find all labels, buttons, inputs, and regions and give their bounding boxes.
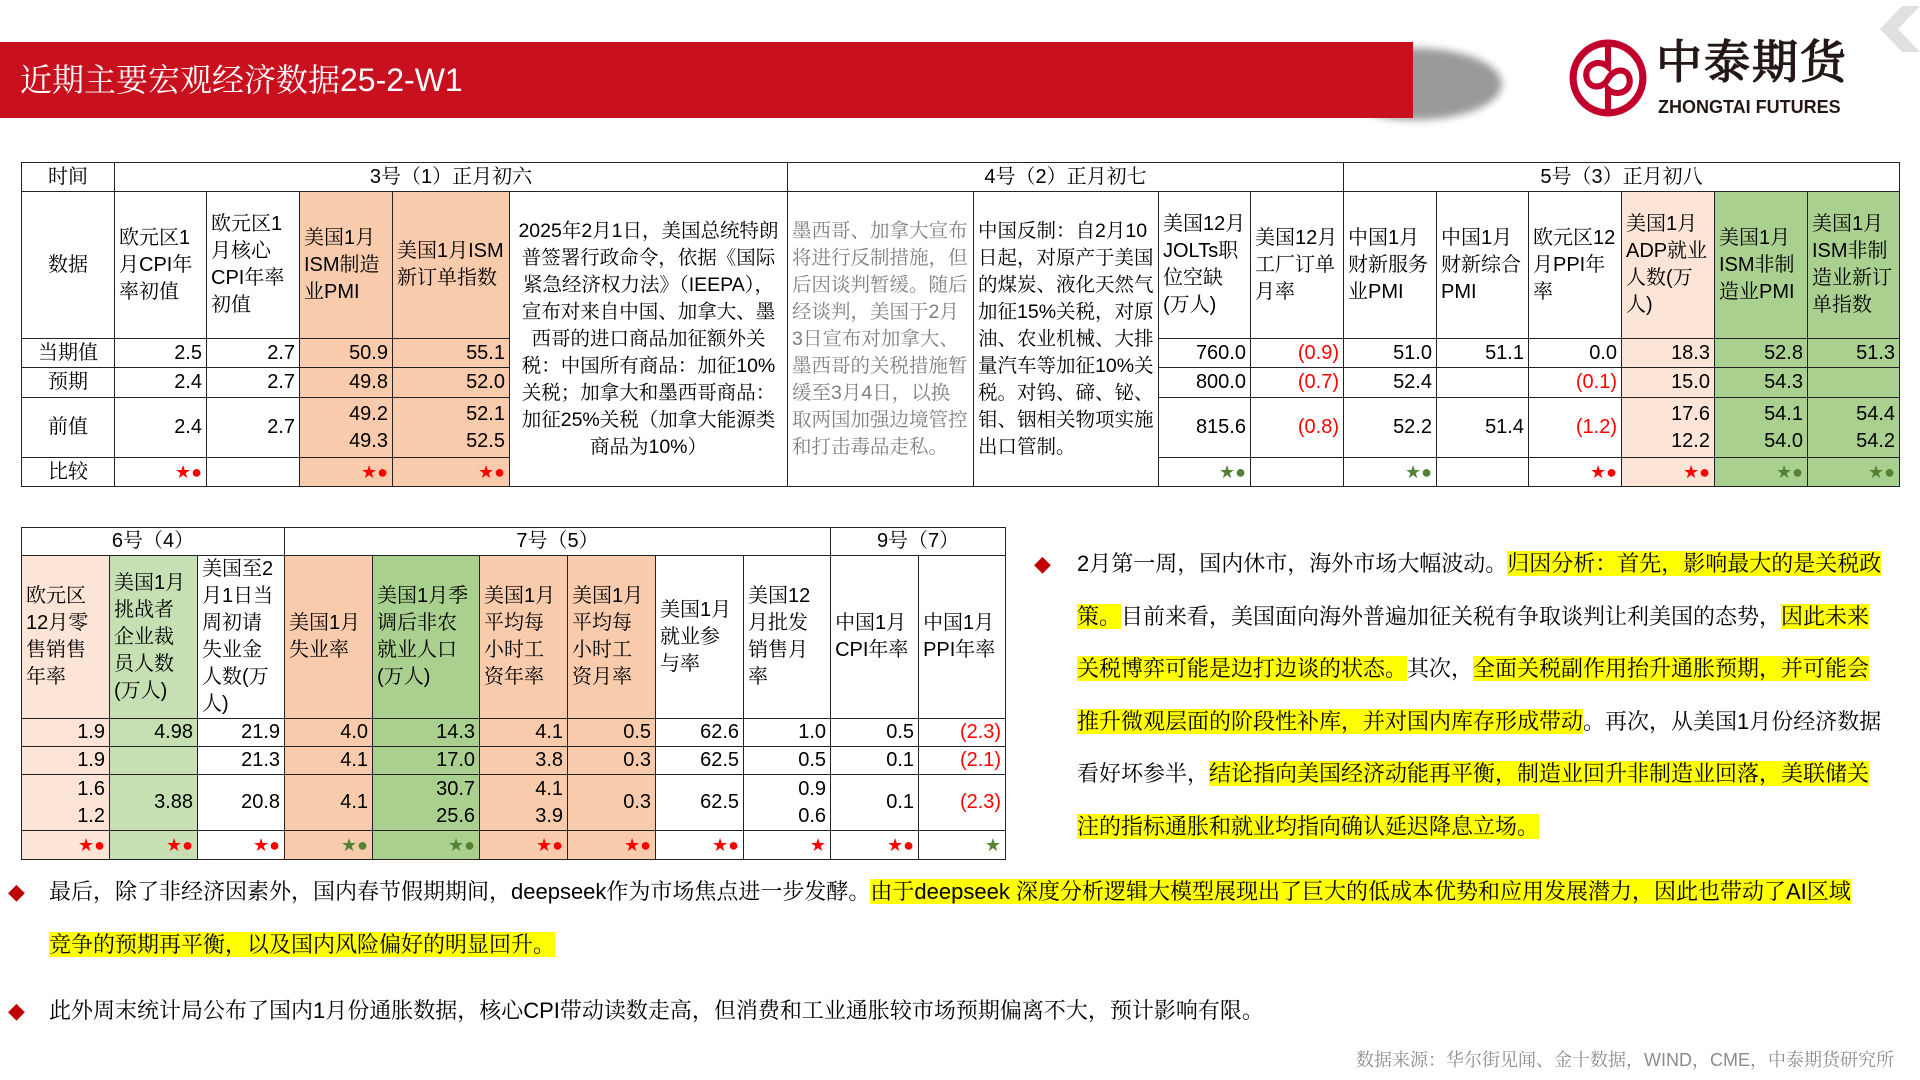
current-value: [1715, 339, 1808, 368]
cell-text: 62.5: [700, 791, 740, 813]
expected-value: [656, 747, 744, 775]
comparison-marker: [22, 831, 110, 860]
current-value: [568, 719, 656, 747]
cell-text: 14.3: [436, 721, 476, 743]
star-dot-icon: ★●: [712, 834, 740, 855]
indicator-name: 美国1月ADP就业人数(万人): [1626, 213, 1708, 316]
paragraph-text: 2月第一周，国内休市，海外市场大幅波动。: [1077, 551, 1508, 576]
comparison-marker: [198, 831, 285, 860]
cell-text: (2.3): [959, 721, 1002, 743]
previous-value: [22, 775, 110, 831]
cell-text: 0.6: [798, 804, 827, 827]
analysis-paragraph: [49, 985, 1871, 1038]
macro-data-table-bottom: [21, 527, 1006, 860]
previous-value: [285, 775, 373, 831]
current-value: [1251, 339, 1344, 368]
previous-value: [110, 775, 198, 831]
cell-text: 0.5: [623, 721, 652, 743]
star-dot-icon: ★●: [1775, 461, 1803, 482]
cell-text: 21.9: [241, 721, 281, 743]
indicator-name: 美国1月就业参与率: [660, 598, 732, 675]
cell-text: 0.5: [798, 749, 827, 771]
indicator-name: 欧元区12月零售销售年率: [26, 585, 89, 688]
indicator-name: 美国12月JOLTs职位空缺(万人): [1163, 213, 1246, 316]
cell-text: 20.8: [241, 791, 281, 813]
current-value: [198, 719, 285, 747]
row-label: [22, 339, 115, 368]
cell-text: 54.4: [1856, 402, 1896, 425]
row-label: [22, 398, 115, 458]
indicator-name: 中国1月PPI年率: [923, 612, 996, 661]
news-note-text: 墨西哥、加拿大宣布将进行反制措施，但后因谈判暂缓。随后经谈判，美国于2月3日宣布对加拿大、墨西哥的关税措施暂缓至3月4日，以换取两国加强边境管控和打击毒品走私。: [792, 219, 968, 458]
previous-value: [656, 775, 744, 831]
cell-text: 52.4: [1393, 371, 1432, 393]
current-value: [1808, 339, 1900, 368]
current-value: [300, 339, 393, 368]
indicator-name: 美国1月ISM新订单指数: [397, 240, 504, 289]
time-label: [22, 163, 115, 192]
current-value: [393, 339, 510, 368]
cell-text: 2.7: [267, 341, 295, 364]
cell-text: 55.1: [466, 341, 505, 364]
cell-text: 25.6: [436, 804, 476, 827]
cell-text: 4.1: [535, 721, 564, 743]
cell-text: 52.0: [466, 371, 505, 393]
indicator-header: [1715, 192, 1808, 339]
macro-data-table-top: [21, 162, 1900, 487]
indicator-name: 美国1月失业率: [289, 612, 361, 661]
indicator-name: 美国1月平均每小时工资月率: [572, 585, 644, 688]
indicator-name: 中国1月财新综合PMI: [1441, 226, 1521, 303]
logo-text-en: ZHONGTAI FUTURES: [1658, 97, 1841, 117]
comparison-marker: [744, 831, 831, 860]
paragraph-text: 。再次，从美国1月份经济数据看好坏参半，: [1077, 708, 1882, 787]
cell-text: 54.0: [1764, 429, 1803, 452]
cell-text: 815.6: [1195, 416, 1246, 438]
cell-text: 4.1: [340, 791, 369, 813]
star-dot-icon: ★●: [1868, 461, 1896, 482]
comparison-marker: [1808, 458, 1900, 487]
expected-value: [1251, 368, 1344, 398]
cell-text: 4.1: [340, 749, 369, 771]
comparison-marker: [831, 831, 919, 860]
previous-value: [919, 775, 1006, 831]
cell-text: (0.7): [1297, 371, 1339, 393]
previous-value: [1715, 398, 1808, 458]
cell-text: 比较: [48, 460, 88, 483]
star-dot-icon: ★●: [165, 834, 193, 855]
news-note-cell: [788, 192, 974, 487]
cell-text: 1.0: [798, 721, 827, 743]
cell-text: 0.1: [886, 791, 915, 813]
cell-text: (0.8): [1297, 416, 1339, 438]
comparison-marker: [919, 831, 1006, 860]
cell-text: 52.8: [1764, 341, 1803, 364]
indicator-header: [300, 192, 393, 339]
analysis-paragraph: [1077, 538, 1889, 854]
star-dot-icon: ★●: [360, 461, 388, 482]
cell-text: 4号（2）正月初七: [984, 165, 1147, 188]
current-value: [1529, 339, 1622, 368]
date-group-header: [22, 528, 285, 556]
cell-text: 49.8: [349, 371, 388, 393]
cell-text: 51.1: [1485, 341, 1524, 364]
diamond-bullet-icon: ◆: [1034, 551, 1051, 576]
cell-text: 800.0: [1195, 371, 1246, 393]
cell-text: 3.88: [154, 791, 193, 813]
comparison-marker: [110, 831, 198, 860]
indicator-name: 美国1月平均每小时工资年率: [484, 585, 556, 688]
cell-text: 0.5: [886, 721, 915, 743]
current-value: [207, 339, 300, 368]
current-value: [1159, 339, 1251, 368]
previous-value: [300, 398, 393, 458]
indicator-header: [393, 192, 510, 339]
cell-text: (2.3): [959, 791, 1002, 813]
comparison-marker: [1344, 458, 1437, 487]
cell-text: 2.4: [174, 371, 202, 393]
expected-value: [198, 747, 285, 775]
previous-value: [831, 775, 919, 831]
cell-text: 预期: [48, 371, 88, 393]
indicator-name: 中国1月CPI年率: [835, 612, 909, 661]
cell-text: 前值: [48, 416, 88, 438]
column-header-row: [22, 192, 1900, 339]
cell-text: 1.9: [77, 749, 105, 771]
current-value: [22, 719, 110, 747]
cell-text: 9号（7）: [876, 530, 960, 552]
date-group-header: [1344, 163, 1900, 192]
cell-text: 49.2: [349, 402, 388, 425]
cell-text: 30.7: [436, 777, 476, 800]
comparison-marker: [373, 831, 480, 860]
indicator-header: [1808, 192, 1900, 339]
expected-value: [919, 747, 1006, 775]
table-row: [22, 775, 1006, 831]
previous-value: [1529, 398, 1622, 458]
star-dot-icon: ★●: [536, 834, 564, 855]
indicator-name: 美国至2月1日当周初请失业金人数(万人): [202, 558, 274, 715]
indicator-header: [1159, 192, 1251, 339]
comparison-marker: [1437, 458, 1529, 487]
current-value: [115, 339, 207, 368]
cell-text: (2.1): [959, 749, 1002, 771]
highlighted-text: 归因分析：首先，影响最大的是关税政策。: [1077, 551, 1882, 629]
row-label: [22, 368, 115, 398]
cell-text: 1.2: [77, 804, 105, 827]
previous-value: [480, 775, 568, 831]
expected-value: [115, 368, 207, 398]
previous-value: [1159, 398, 1251, 458]
group-header-row: [22, 528, 1006, 556]
cell-text: 54.1: [1764, 402, 1803, 425]
star-dot-icon: ★●: [1682, 461, 1710, 482]
news-note-cell: [974, 192, 1159, 487]
cell-text: 5号（3）正月初八: [1540, 165, 1703, 188]
indicator-header: [373, 556, 480, 719]
cell-text: (0.1): [1575, 371, 1617, 393]
cell-text: 51.0: [1393, 341, 1432, 364]
cell-text: 51.3: [1856, 341, 1896, 364]
expected-value: [831, 747, 919, 775]
indicator-header: [480, 556, 568, 719]
expected-value: [393, 368, 510, 398]
analysis-paragraph: [49, 866, 1871, 971]
cell-text: 49.3: [349, 429, 388, 452]
star-dot-icon: ★●: [1404, 461, 1432, 482]
comparison-marker: [300, 458, 393, 487]
star-dot-icon: ★●: [1589, 461, 1617, 482]
indicator-name: 美国12月批发销售月率: [748, 585, 811, 688]
comparison-marker: [656, 831, 744, 860]
previous-value: [568, 775, 656, 831]
indicator-name: 中国1月财新服务业PMI: [1348, 226, 1428, 303]
group-header-row: [22, 163, 1900, 192]
current-value: [1622, 339, 1715, 368]
row-label: [22, 192, 115, 339]
cell-text: 18.3: [1671, 341, 1710, 364]
cell-text: 62.5: [700, 749, 740, 771]
cell-text: 62.6: [700, 721, 740, 743]
indicator-name: 美国1月ISM非制造业PMI: [1719, 226, 1795, 303]
previous-value: [373, 775, 480, 831]
expected-value: [1529, 368, 1622, 398]
comparison-marker: [285, 831, 373, 860]
cell-text: 2.5: [174, 341, 202, 364]
highlighted-text: 由于deepseek 深度分析逻辑大模型展现出了巨大的低成本优势和应用发展潜力，因此也带动了AI区域竞争的预期再平衡，以及国内风险偏好的明显回升。: [49, 879, 1851, 957]
column-header-row: [22, 556, 1006, 719]
expected-value: [110, 747, 198, 775]
indicator-header: [285, 556, 373, 719]
current-value: [480, 719, 568, 747]
indicator-header: [22, 556, 110, 719]
star-dot-icon: ★●: [341, 834, 369, 855]
indicator-name: 欧元区1月CPI年率初值: [119, 226, 193, 303]
indicator-header: [831, 556, 919, 719]
cell-text: 0.1: [886, 749, 915, 771]
star-dot-icon: ★●: [174, 461, 202, 482]
cell-text: 0.3: [623, 749, 652, 771]
current-value: [1437, 339, 1529, 368]
comparison-marker: [1622, 458, 1715, 487]
cell-text: 52.1: [466, 402, 505, 425]
star-dot-icon: ★●: [448, 834, 476, 855]
table-row: [22, 719, 1006, 747]
expected-value: [373, 747, 480, 775]
comparison-marker: [568, 831, 656, 860]
cell-text: 7号（5）: [516, 530, 599, 552]
comparison-marker: [1159, 458, 1251, 487]
indicator-name: 美国1月挑战者企业裁员人数(万人): [114, 571, 186, 702]
cell-text: 17.6: [1671, 402, 1710, 425]
indicator-header: [198, 556, 285, 719]
comparison-marker: [1529, 458, 1622, 487]
indicator-name: 美国12月工厂订单月率: [1255, 226, 1338, 303]
data-source-note: 数据来源：华尔街见闻、金十数据，WIND，CME，中泰期货研究所: [1356, 1050, 1894, 1070]
cell-text: 17.0: [436, 749, 476, 771]
indicator-header: [1622, 192, 1715, 339]
diamond-bullet-icon: ◆: [8, 998, 25, 1023]
comparison-marker: [207, 458, 300, 487]
date-group-header: [831, 528, 1006, 556]
previous-value: [393, 398, 510, 458]
indicator-name: 美国1月ISM非制造业新订单指数: [1812, 213, 1892, 316]
current-value: [919, 719, 1006, 747]
indicator-header: [115, 192, 207, 339]
cell-text: 760.0: [1195, 341, 1246, 364]
indicator-header: [919, 556, 1006, 719]
previous-value: [207, 398, 300, 458]
expected-value: [1808, 368, 1900, 398]
expected-value: [1159, 368, 1251, 398]
paragraph-text: 此外周末统计局公布了国内1月份通胀数据，核心CPI带动读数走高，但消费和工业通胀较市场预期偏离不大，预计影响有限。: [49, 998, 1264, 1023]
comparison-marker: [480, 831, 568, 860]
comparison-marker: [115, 458, 207, 487]
current-value: [656, 719, 744, 747]
indicator-header: [110, 556, 198, 719]
highlighted-text: 因此未来关税博弈可能是边打边谈的状态。: [1077, 603, 1870, 682]
cell-text: 50.9: [349, 341, 388, 364]
date-group-header: [788, 163, 1344, 192]
expected-value: [1437, 368, 1529, 398]
cell-text: 0.3: [623, 791, 652, 813]
cell-text: 52.2: [1393, 416, 1432, 438]
indicator-name: 欧元区12月PPI年率: [1533, 226, 1616, 303]
expected-value: [285, 747, 373, 775]
previous-value: [1251, 398, 1344, 458]
cell-text: 21.3: [241, 749, 281, 771]
highlighted-text: 全面关税副作用抬升通胀预期，并可能会推升微观层面的阶段性补库，并对国内库存形成带动: [1077, 656, 1870, 734]
cell-text: 当期值: [38, 341, 98, 364]
comparison-marker: [393, 458, 510, 487]
paragraph-text: 其次，: [1407, 656, 1474, 682]
table-row: [22, 831, 1006, 860]
cell-text: 0.0: [1589, 341, 1617, 364]
indicator-header: [656, 556, 744, 719]
expected-value: [1344, 368, 1437, 398]
cell-text: 1.9: [77, 721, 105, 743]
expected-value: [207, 368, 300, 398]
previous-value: [1437, 398, 1529, 458]
cell-text: (0.9): [1297, 341, 1339, 364]
indicator-header: [1437, 192, 1529, 339]
highlighted-text: 结论指向美国经济动能再平衡，制造业回升非制造业回落，美联储关注的指标通胀和就业均指向确认延迟降息立场。: [1077, 761, 1870, 839]
cell-text: 4.1: [535, 777, 564, 800]
indicator-header: [1529, 192, 1622, 339]
cell-text: 4.98: [154, 721, 193, 743]
indicator-name: 美国1月ISM制造业PMI: [304, 226, 380, 303]
star-dot-icon: ★●: [1218, 461, 1246, 482]
current-value: [744, 719, 831, 747]
paragraph-text: 目前来看，美国面向海外普遍加征关税有争取谈判让利美国的态势，: [1121, 603, 1782, 629]
cell-text: 4.0: [340, 721, 369, 743]
indicator-header: [568, 556, 656, 719]
indicator-header: [207, 192, 300, 339]
cell-text: 时间: [48, 165, 88, 188]
cell-text: 52.5: [466, 429, 505, 452]
previous-value: [115, 398, 207, 458]
indicator-header: [1344, 192, 1437, 339]
table-row: [22, 747, 1006, 775]
logo-emblem-icon: [1568, 38, 1648, 118]
current-value: [285, 719, 373, 747]
expected-value: [480, 747, 568, 775]
expected-value: [568, 747, 656, 775]
cell-text: 3号（1）正月初六: [369, 165, 533, 188]
star-dot-icon: ★●: [77, 834, 105, 855]
current-value: [831, 719, 919, 747]
paragraph-text: 最后，除了非经济因素外，国内春节假期期间，deepseek作为市场焦点进一步发酵。: [49, 879, 871, 904]
page-title: 近期主要宏观经济数据25-2-W1: [20, 62, 463, 98]
cell-text: 3.8: [535, 749, 564, 771]
star-dot-icon: ★●: [477, 461, 505, 482]
current-value: [1344, 339, 1437, 368]
star-dot-icon: ★●: [253, 834, 281, 855]
news-note-text: 中国反制：自2月10日起，对原产于美国的煤炭、液化天然气加征15%关税，对原油、农业机械、大排量汽车等加征10%关税。对钨、碲、铋、钼、铟相关物项实施出口管制。: [978, 219, 1154, 458]
cell-text: 2.7: [267, 416, 295, 438]
indicator-header: [1251, 192, 1344, 339]
indicator-name: 欧元区1月核心CPI年率初值: [211, 213, 285, 316]
previous-value: [744, 775, 831, 831]
current-value: [373, 719, 480, 747]
comparison-marker: [1715, 458, 1808, 487]
expected-value: [300, 368, 393, 398]
news-note-text: 2025年2月1日，美国总统特朗普签署行政命令，依据《国际紧急经济权力法》（IEEPA），宣布对来自中国、加拿大、墨西哥的进口商品加征额外关税：中国所有商品：加征10%关税；加拿大和墨西哥商品：加征25%关税（加拿大能源类商品为10%）: [518, 219, 779, 458]
comparison-marker: [1251, 458, 1344, 487]
cell-text: 数据: [48, 253, 88, 276]
indicator-header: [744, 556, 831, 719]
previous-value: [1808, 398, 1900, 458]
expected-value: [22, 747, 110, 775]
cell-text: 2.4: [174, 416, 202, 438]
cell-text: 2.7: [267, 371, 295, 393]
cell-text: 1.6: [77, 777, 105, 800]
star-dot-icon: ★●: [624, 834, 652, 855]
star-dot-icon: ★●: [887, 834, 915, 855]
logo-text-cn: 中泰期货: [1656, 36, 1848, 88]
cell-text: (1.2): [1575, 416, 1617, 438]
cell-text: 3.9: [535, 804, 564, 827]
cell-text: 0.9: [798, 777, 827, 800]
star-dot-icon: ★: [984, 834, 1002, 855]
cell-text: 54.3: [1764, 371, 1803, 393]
cell-text: 51.4: [1485, 416, 1524, 438]
expected-value: [1715, 368, 1808, 398]
previous-value: [198, 775, 285, 831]
previous-value: [1344, 398, 1437, 458]
expected-value: [1622, 368, 1715, 398]
news-note-cell: [510, 192, 788, 487]
star-dot-icon: ★: [809, 834, 827, 855]
date-group-header: [115, 163, 788, 192]
previous-value: [1622, 398, 1715, 458]
cell-text: 12.2: [1671, 429, 1710, 452]
cell-text: 6号（4）: [111, 530, 195, 552]
date-group-header: [285, 528, 831, 556]
title-bar: [0, 42, 1413, 118]
diamond-bullet-icon: ◆: [8, 879, 25, 904]
company-logo: [1568, 36, 1888, 124]
cell-text: 54.2: [1856, 429, 1896, 452]
indicator-name: 美国1月季调后非农就业人口(万人): [377, 585, 469, 688]
expected-value: [744, 747, 831, 775]
row-label: [22, 458, 115, 487]
cell-text: 15.0: [1671, 371, 1710, 393]
current-value: [110, 719, 198, 747]
